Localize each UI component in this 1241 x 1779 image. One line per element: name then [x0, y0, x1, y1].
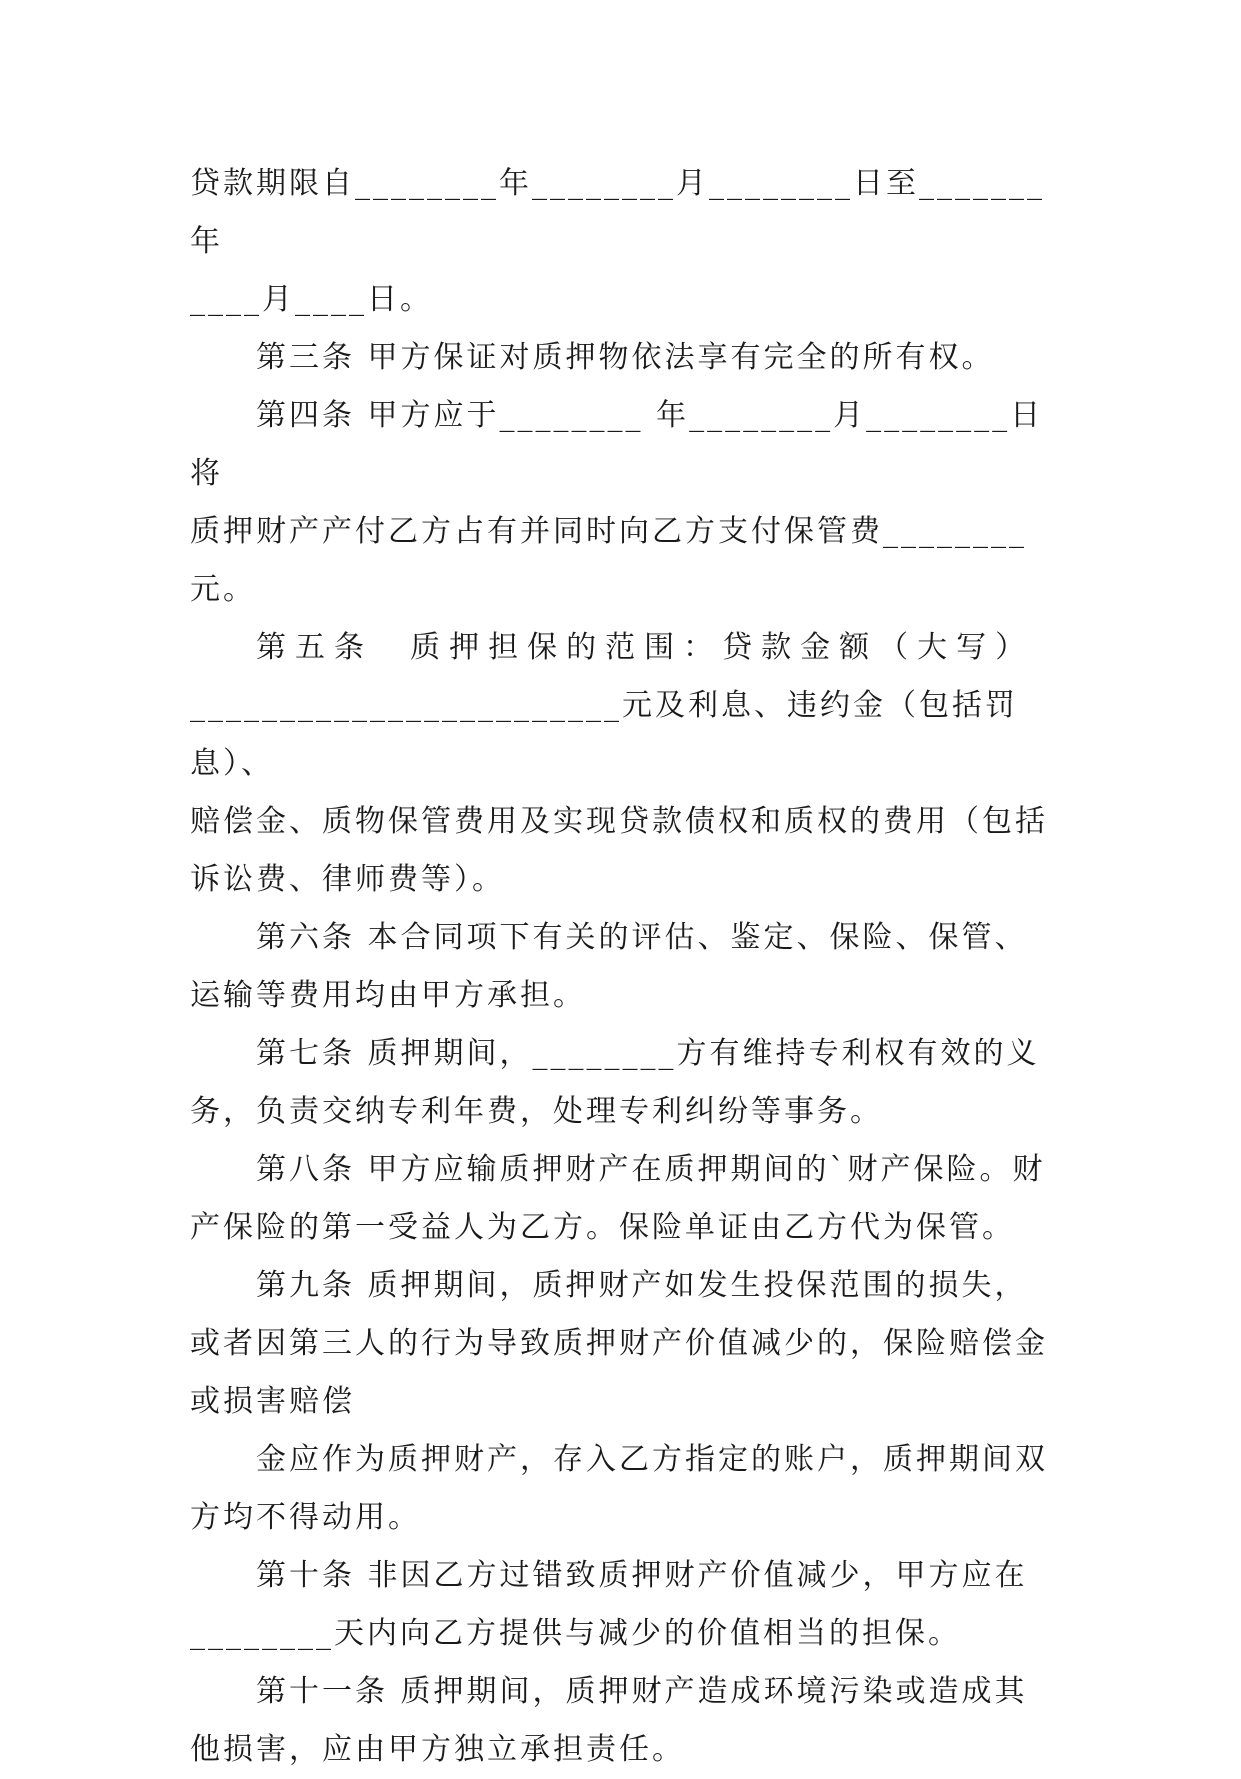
article-5-cont-2: 赔偿金、质物保管费用及实现贷款债权和质权的费用（包括 [190, 804, 1048, 839]
article-11-cont: 他损害，应由甲方独立承担责任。 [190, 1732, 685, 1767]
article-9-cont-3: 金应作为质押财产，存入乙方指定的账户，质押期间双 [256, 1442, 1048, 1477]
article-9-cont-1: 或者因第三人的行为导致质押财产价值减少的，保险赔偿金 [190, 1326, 1048, 1361]
article-4: 第四条 甲方应于________ 年________月________日将 [190, 398, 1044, 491]
article-5: 第五条 质押担保的范围：贷款金额（大写） [256, 630, 1035, 665]
article-10-cont: ________天内向乙方提供与减少的价值相当的担保。 [190, 1616, 961, 1651]
article-9-cont-2: 或损害赔偿 [190, 1384, 355, 1419]
article-3: 第三条 甲方保证对质押物依法享有完全的所有权。 [256, 340, 995, 375]
article-11: 第十一条 质押期间，质押财产造成环境污染或造成其 [256, 1674, 1028, 1709]
article-10: 第十条 非因乙方过错致质押财产价值减少，甲方应在 [256, 1558, 1028, 1593]
article-6: 第六条 本合同项下有关的评估、鉴定、保险、保管、 [256, 920, 1028, 955]
article-9-cont-4: 方均不得动用。 [190, 1500, 421, 1535]
article-4-cont: 质押财产产付乙方占有并同时向乙方支付保管费________元。 [190, 514, 1027, 607]
article-5-cont-3: 诉讼费、律师费等）。 [190, 862, 505, 897]
article-5-cont-1: ________________________元及利息、违约金（包括罚息）、 [190, 688, 1018, 781]
article-9: 第九条 质押期间，质押财产如发生投保范围的损失， [256, 1268, 1028, 1303]
article-7: 第七条 质押期间，________方有维持专利权有效的义 [256, 1036, 1040, 1071]
article-6-cont: 运输等费用均由甲方承担。 [190, 978, 586, 1013]
article-8: 第八条 甲方应输质押财产在质押期间的`财产保险。财 [256, 1152, 1046, 1187]
line-loan-term-end: ____月____日。 [190, 282, 433, 317]
article-7-cont: 务，负责交纳专利年费，处理专利纠纷等事务。 [190, 1094, 883, 1129]
article-8-cont: 产保险的第一受益人为乙方。保险单证由乙方代为保管。 [190, 1210, 1015, 1245]
line-loan-term: 贷款期限自________年________月________日至_______年 [190, 166, 1045, 259]
contract-page [190, 155, 1052, 1779]
